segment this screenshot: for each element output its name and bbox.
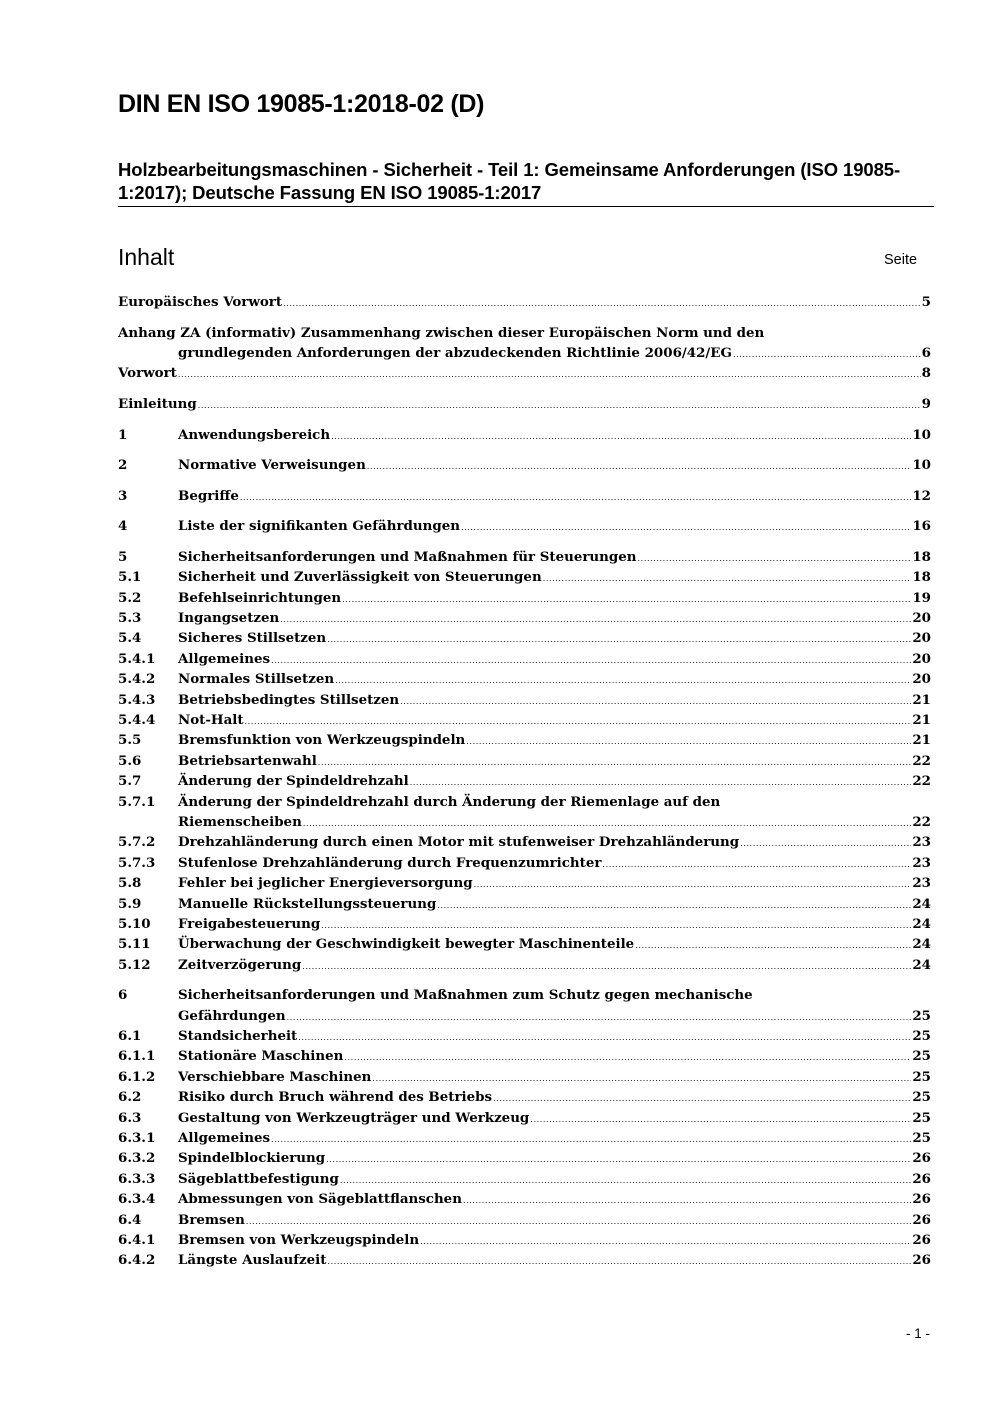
toc-entry-title: Normales Stillsetzen: [178, 671, 335, 688]
toc-entry[interactable]: [118, 292, 931, 312]
toc-entry[interactable]: [118, 649, 931, 669]
toc-entry[interactable]: [118, 516, 931, 536]
toc-entry-title: Abmessungen von Sägeblattflanschen: [178, 1191, 462, 1208]
toc-entry-title: Sicherheitsanforderungen und Maßnahmen für Steuerungen: [178, 548, 637, 565]
dot-leader: [287, 1008, 912, 1026]
toc-entry-page: 22: [912, 773, 931, 790]
toc-entry-title: Allgemeines: [178, 1130, 271, 1146]
dot-leader: [400, 692, 911, 710]
toc-entry-page: 23: [912, 875, 931, 892]
dot-leader: [303, 814, 912, 832]
toc-entry[interactable]: [118, 1250, 931, 1270]
dot-leader: [602, 855, 911, 873]
toc-entry-number: 5.7.1: [118, 793, 156, 810]
dot-leader: [271, 651, 911, 669]
toc-entry-title: Standsicherheit: [178, 1028, 298, 1045]
toc-entry-title: Einleitung: [118, 395, 197, 412]
toc-entry-number: 5.7.2: [118, 834, 156, 851]
toc-entry-number: 6.3.2: [118, 1150, 156, 1167]
toc-entry-number: 5.8: [118, 875, 142, 892]
page-number: - 1 -: [905, 1326, 930, 1341]
toc-entry-number: 6.4.1: [118, 1231, 156, 1248]
toc-entry-title-continued: Riemenscheiben: [178, 813, 302, 830]
toc-entry[interactable]: [118, 567, 931, 587]
toc-entry-title: Bremsfunktion von Werkzeugspindeln: [178, 732, 466, 749]
toc-entry[interactable]: [118, 547, 931, 567]
toc-entry[interactable]: [118, 1067, 931, 1087]
toc-entry-page: 24: [912, 956, 931, 973]
dot-leader: [240, 488, 912, 506]
toc-entry-number: 3: [118, 487, 128, 504]
toc-entry-title: Bremsen von Werkzeugspindeln: [178, 1231, 420, 1248]
toc-entry-number: 5.1: [118, 569, 142, 586]
toc-entry-title: Sägeblattbefestigung: [178, 1170, 339, 1187]
toc-entry-number: 5.4: [118, 630, 142, 647]
toc-entry-title: Begriffe: [178, 487, 239, 504]
toc-entry-title: Sicheres Stillsetzen: [178, 630, 327, 647]
toc-entry-title: Anhang ZA (informativ) Zusammenhang zwischen dieser Europäischen Norm und den: [118, 324, 765, 341]
toc-entry-page: 26: [912, 1150, 931, 1167]
toc-entry-title: Stufenlose Drehzahländerung durch Frequenzumrichter: [178, 854, 602, 871]
dot-leader: [340, 1171, 911, 1189]
toc-entry-number: 5.5: [118, 732, 142, 749]
toc-entry-title-continued: grundlegenden Anforderungen der abzudeckenden Richtlinie 2006/42/EG: [178, 344, 732, 361]
toc-entry[interactable]: [118, 486, 931, 506]
toc-entry-title: Längste Auslaufzeit: [178, 1252, 327, 1269]
toc-entry-page: 20: [912, 630, 931, 647]
toc-entry-number: 5.4.3: [118, 691, 156, 708]
toc-entry-page: 25: [912, 1109, 931, 1126]
toc-entry-page: 25: [912, 1007, 931, 1024]
toc-entry-title: Vorwort: [118, 365, 177, 382]
toc-entry-title: Zeitverzögerung: [178, 956, 302, 973]
toc-entry-title: Normative Verweisungen: [178, 457, 366, 474]
toc-entry-title: Ingangsetzen: [178, 610, 280, 627]
toc-entry-title: Überwachung der Geschwindigkeit bewegter Maschinenteile: [178, 936, 635, 953]
toc-entry[interactable]: [118, 1189, 931, 1209]
toc-entry[interactable]: [118, 955, 931, 975]
dot-leader: [437, 896, 911, 914]
dot-leader: [420, 1232, 911, 1250]
document-subtitle: Holzbearbeitungsmaschinen - Sicherheit - Teil 1: Gemeinsame Anforderungen (ISO 19085-1:2017); Deutsche Fassung EN ISO 19085-1:2017: [118, 159, 901, 203]
toc-entry-page: 25: [912, 1068, 931, 1085]
toc-entry[interactable]: [118, 894, 931, 914]
dot-leader: [530, 1110, 911, 1128]
toc-entry-page: 25: [912, 1089, 931, 1106]
dot-leader: [372, 1069, 911, 1087]
toc-entry-title: Allgemeines: [178, 650, 271, 667]
toc-entry[interactable]: [118, 751, 931, 771]
toc-entry-page: 25: [912, 1028, 931, 1045]
dot-leader: [280, 610, 911, 628]
toc-entry-title: Fehler bei jeglicher Energieversorgung: [178, 875, 473, 892]
toc-entry[interactable]: [118, 792, 931, 833]
toc-entry[interactable]: [118, 1026, 931, 1046]
toc-entry[interactable]: [118, 1087, 931, 1107]
toc-entry[interactable]: [118, 455, 931, 475]
toc-entry-number: 5.4.1: [118, 650, 156, 667]
toc-entry-page: 20: [912, 671, 931, 688]
dot-leader: [327, 630, 911, 648]
toc-entry-number: 6.3.4: [118, 1191, 156, 1208]
toc-entry[interactable]: [118, 1169, 931, 1189]
dot-leader: [245, 712, 912, 730]
dot-leader: [493, 1089, 911, 1107]
toc-entry-title: Verschiebbare Maschinen: [178, 1068, 372, 1085]
toc-entry[interactable]: [118, 608, 931, 628]
toc-entry-page: 5: [921, 294, 931, 310]
toc-entry-page: 26: [912, 1231, 931, 1248]
toc-entry-title: Stationäre Maschinen: [178, 1048, 344, 1065]
toc-entry-number: 6.1.2: [118, 1068, 156, 1085]
toc-entry[interactable]: [118, 323, 931, 364]
dot-leader: [198, 396, 921, 414]
toc-entry-number: 5.9: [118, 895, 142, 912]
dot-leader: [344, 1048, 911, 1066]
toc-entry-title: Änderung der Spindeldrehzahl durch Änderung der Riemenlage auf den: [178, 793, 721, 810]
toc-entry-number: 1: [118, 426, 128, 443]
toc-entry-title: Europäisches Vorwort: [118, 294, 283, 310]
toc-entry-title: Risiko durch Bruch während des Betriebs: [178, 1089, 493, 1106]
toc-entry-number: 6.4.2: [118, 1252, 156, 1269]
toc-entry-number: 6.3: [118, 1109, 142, 1126]
toc-entry[interactable]: [118, 1148, 931, 1168]
toc-entry-page: 24: [912, 915, 931, 932]
dot-leader: [461, 518, 911, 536]
toc-entry-number: 5.12: [118, 956, 151, 973]
toc-entry-title: Drehzahländerung durch einen Motor mit stufenweiser Drehzahländerung: [178, 834, 740, 851]
toc-entry[interactable]: [118, 730, 931, 750]
toc-entry-title: Not-Halt: [178, 711, 244, 728]
toc-entry-title: Sicherheit und Zuverlässigkeit von Steuerungen: [178, 569, 542, 586]
toc-entry-number: 4: [118, 518, 128, 535]
toc-entry-title: Gestaltung von Werkzeugträger und Werkzeug: [178, 1109, 530, 1126]
toc-entry[interactable]: [118, 710, 931, 730]
toc-entry-title: Sicherheitsanforderungen und Maßnahmen zum Schutz gegen mechanische: [178, 987, 753, 1004]
toc-entry-title: Freigabesteuerung: [178, 915, 321, 932]
toc-entry-page: 23: [912, 854, 931, 871]
dot-leader: [302, 957, 911, 975]
toc-entry-number: 5.6: [118, 752, 142, 769]
toc-entry-title: Bremsen: [178, 1211, 245, 1228]
toc-entry[interactable]: [118, 1230, 931, 1250]
toc-entry[interactable]: [118, 873, 931, 893]
toc-entry-title: Befehlseinrichtungen: [178, 589, 342, 606]
toc-entry[interactable]: [118, 1046, 931, 1066]
toc-entry-number: 5.2: [118, 589, 142, 606]
toc-entry-page: 9: [921, 395, 931, 412]
toc-entry-number: 5.7: [118, 773, 142, 790]
toc-entry-page: 21: [912, 691, 931, 708]
toc-entry-title: Manuelle Rückstellungssteuerung: [178, 895, 437, 912]
toc-entry-page: 20: [912, 650, 931, 667]
table-of-contents: [118, 292, 931, 1271]
dot-leader: [178, 365, 921, 383]
toc-entry[interactable]: [118, 1210, 931, 1230]
toc-entry-page: 24: [912, 936, 931, 953]
toc-entry[interactable]: [118, 394, 931, 414]
dot-leader: [463, 1191, 911, 1209]
dot-leader: [246, 1212, 912, 1230]
toc-entry-number: 6.4: [118, 1211, 142, 1228]
dot-leader: [410, 773, 912, 791]
toc-entry-number: 6: [118, 987, 128, 1004]
dot-leader: [733, 345, 921, 363]
dot-leader: [342, 590, 911, 608]
dot-leader: [331, 427, 911, 445]
toc-entry-number: 5: [118, 548, 128, 565]
toc-entry-number: 5.4.4: [118, 711, 156, 728]
toc-entry[interactable]: [118, 1108, 931, 1128]
toc-entry[interactable]: [118, 588, 931, 608]
toc-entry[interactable]: [118, 669, 931, 689]
dot-leader: [474, 875, 912, 893]
toc-entry-page: 16: [912, 518, 931, 535]
toc-entry-page: 6: [921, 344, 931, 361]
toc-entry-number: 5.7.3: [118, 854, 156, 871]
toc-entry-title: Spindelblockierung: [178, 1150, 326, 1167]
toc-entry[interactable]: [118, 771, 931, 791]
toc-entry[interactable]: [118, 832, 931, 852]
toc-entry[interactable]: [118, 690, 931, 710]
dot-leader: [367, 457, 912, 475]
toc-entry-page: 20: [912, 610, 931, 627]
toc-entry-title: Anwendungsbereich: [178, 426, 331, 443]
toc-entry-page: 19: [912, 589, 931, 606]
toc-entry-title: Liste der signifikanten Gefährdungen: [178, 518, 460, 535]
dot-leader: [318, 753, 912, 771]
dot-leader: [635, 936, 911, 954]
toc-entry-page: 22: [912, 813, 931, 830]
toc-entry-page: 18: [912, 569, 931, 586]
dot-leader: [638, 549, 912, 567]
page-column-label: Seite: [884, 252, 918, 268]
toc-entry-page: 25: [912, 1048, 931, 1065]
dot-leader: [326, 1150, 911, 1168]
toc-entry-page: 18: [912, 548, 931, 565]
dot-leader: [298, 1028, 911, 1046]
toc-entry-number: 5.11: [118, 936, 151, 953]
toc-entry-title: Betriebsbedingtes Stillsetzen: [178, 691, 400, 708]
toc-entry-number: 6.1.1: [118, 1048, 156, 1065]
toc-entry-page: 21: [912, 732, 931, 749]
toc-entry-page: 22: [912, 752, 931, 769]
toc-entry-title: Änderung der Spindeldrehzahl: [178, 773, 409, 790]
dot-leader: [321, 916, 911, 934]
toc-entry[interactable]: [118, 425, 931, 445]
toc-entry-page: 8: [921, 365, 931, 382]
toc-entry-page: 10: [912, 426, 931, 443]
toc-entry-page: 23: [912, 834, 931, 851]
toc-entry-page: 26: [912, 1252, 931, 1269]
toc-entry[interactable]: [118, 628, 931, 648]
dot-leader: [327, 1252, 911, 1270]
toc-entry-page: 12: [912, 487, 931, 504]
toc-entry-title: Betriebsartenwahl: [178, 752, 317, 769]
title-divider: [118, 206, 934, 207]
dot-leader: [466, 732, 911, 750]
toc-entry-page: 25: [912, 1130, 931, 1146]
dot-leader: [335, 671, 911, 689]
toc-entry-number: 2: [118, 457, 128, 474]
toc-heading: Inhalt: [118, 244, 175, 270]
toc-entry-number: 5.10: [118, 915, 151, 932]
dot-leader: [283, 294, 921, 312]
toc-entry-number: 6.1: [118, 1028, 142, 1045]
toc-entry-number: 6.3.1: [118, 1130, 156, 1146]
dot-leader: [271, 1130, 911, 1148]
toc-entry[interactable]: [118, 934, 931, 954]
document-title: DIN EN ISO 19085-1:2018-02 (D): [118, 90, 485, 118]
toc-entry-page: 10: [912, 457, 931, 474]
toc-entry[interactable]: [118, 363, 931, 383]
toc-entry-page: 21: [912, 711, 931, 728]
toc-entry-page: 26: [912, 1211, 931, 1228]
toc-entry-title-continued: Gefährdungen: [178, 1007, 286, 1024]
toc-entry-page: 26: [912, 1191, 931, 1208]
toc-entry-page: 26: [912, 1170, 931, 1187]
toc-entry-page: 24: [912, 895, 931, 912]
toc-entry[interactable]: [118, 1128, 931, 1148]
dot-leader: [543, 569, 912, 587]
toc-entry[interactable]: [118, 914, 931, 934]
toc-entry-number: 6.3.3: [118, 1170, 156, 1187]
dot-leader: [740, 834, 911, 852]
toc-entry-number: 6.2: [118, 1089, 142, 1106]
toc-entry[interactable]: [118, 985, 931, 1026]
toc-entry-number: 5.4.2: [118, 671, 156, 688]
toc-entry-number: 5.3: [118, 610, 142, 627]
toc-entry[interactable]: [118, 853, 931, 873]
